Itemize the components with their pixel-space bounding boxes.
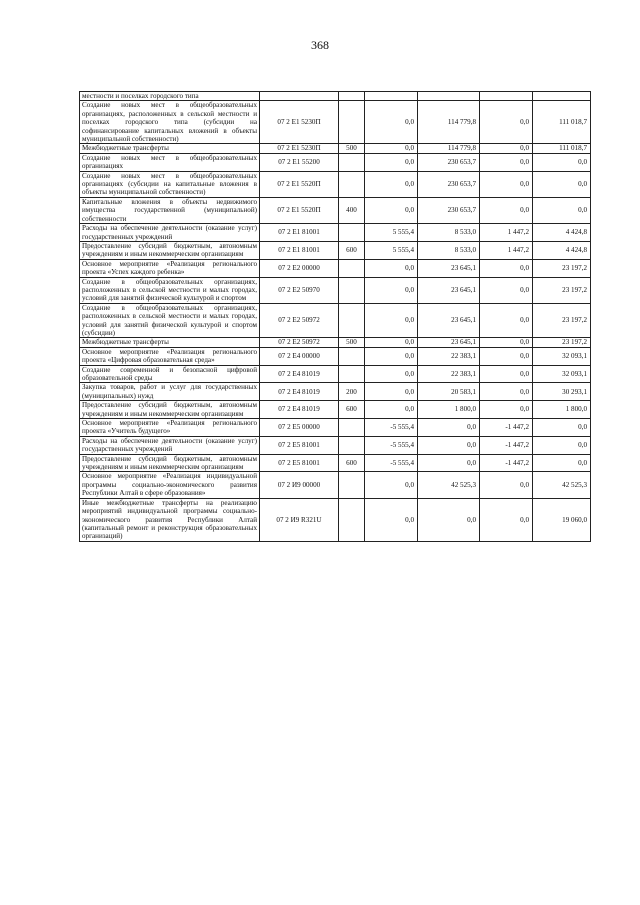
item-name-cell: Предоставление субсидий бюджетным, автономным учреждениям и иным некоммерческим организациям (80, 241, 260, 259)
amount-cell-1: 0,0 (365, 197, 418, 223)
classification-code-cell: 07 2 E2 00000 (260, 259, 339, 277)
amount-cell-1: 0,0 (365, 259, 418, 277)
expense-type-cell: 500 (339, 144, 365, 153)
amount-cell-2: 22 383,1 (418, 365, 480, 383)
item-name-cell: Предоставление субсидий бюджетным, автономным учреждениям и иным некоммерческим организациям (80, 454, 260, 472)
amount-cell-3: 0,0 (480, 171, 533, 197)
item-name-cell: Создание современной и безопасной цифровой образовательной среды (80, 365, 260, 383)
amount-cell-2: 0,0 (418, 419, 480, 437)
item-name-cell: Основное мероприятие «Реализация индивидуальной программы социально-экономического развития Республики Алтай в сфере образования» (80, 472, 260, 498)
budget-table (79, 91, 591, 542)
amount-cell-2: 0,0 (418, 454, 480, 472)
expense-type-cell (339, 436, 365, 454)
amount-cell-3: 0,0 (480, 338, 533, 347)
expense-type-cell: 500 (339, 338, 365, 347)
amount-cell-3: 0,0 (480, 277, 533, 303)
expense-type-cell (339, 419, 365, 437)
amount-cell-2: 8 533,0 (418, 224, 480, 242)
amount-cell-4: 23 197,2 (533, 338, 591, 347)
classification-code-cell: 07 2 E1 5520П (260, 197, 339, 223)
expense-type-cell (339, 472, 365, 498)
amount-cell-1: 0,0 (365, 303, 418, 338)
amount-cell-4: 4 424,8 (533, 241, 591, 259)
expense-type-cell (339, 277, 365, 303)
amount-cell-1: 0,0 (365, 383, 418, 401)
classification-code-cell: 07 2 E1 5520П (260, 171, 339, 197)
amount-cell-1: 0,0 (365, 171, 418, 197)
table-row (80, 92, 591, 101)
classification-code-cell: 07 2 И9 R321U (260, 498, 339, 541)
table-row (80, 454, 591, 472)
amount-cell-3: 0,0 (480, 401, 533, 419)
classification-code-cell: 07 2 E5 81001 (260, 436, 339, 454)
expense-type-cell (339, 171, 365, 197)
amount-cell-3: -1 447,2 (480, 436, 533, 454)
amount-cell-2: 42 525,3 (418, 472, 480, 498)
amount-cell-1: -5 555,4 (365, 419, 418, 437)
amount-cell-3: 0,0 (480, 197, 533, 223)
amount-cell-1: 0,0 (365, 153, 418, 171)
expense-type-cell (339, 498, 365, 541)
table-row (80, 383, 591, 401)
classification-code-cell: 07 2 E4 81019 (260, 383, 339, 401)
amount-cell-2 (418, 92, 480, 101)
classification-code-cell: 07 2 E1 55200 (260, 153, 339, 171)
classification-code-cell: 07 2 E4 81019 (260, 365, 339, 383)
amount-cell-1: 0,0 (365, 472, 418, 498)
classification-code-cell: 07 2 E5 00000 (260, 419, 339, 437)
item-name-cell: Межбюджетные трансферты (80, 338, 260, 347)
budget-table-body (80, 92, 591, 542)
amount-cell-2: 23 645,1 (418, 259, 480, 277)
amount-cell-4: 0,0 (533, 153, 591, 171)
expense-type-cell (339, 92, 365, 101)
classification-code-cell: 07 2 E2 50970 (260, 277, 339, 303)
expense-type-cell: 600 (339, 454, 365, 472)
amount-cell-3: 0,0 (480, 365, 533, 383)
amount-cell-4: 111 018,7 (533, 101, 591, 144)
amount-cell-1: -5 555,4 (365, 436, 418, 454)
amount-cell-3: 0,0 (480, 303, 533, 338)
amount-cell-3: 0,0 (480, 383, 533, 401)
classification-code-cell: 07 2 E2 50972 (260, 338, 339, 347)
amount-cell-4: 42 525,3 (533, 472, 591, 498)
table-row (80, 303, 591, 338)
classification-code-cell: 07 2 E4 81019 (260, 401, 339, 419)
amount-cell-1: 0,0 (365, 347, 418, 365)
amount-cell-3: -1 447,2 (480, 454, 533, 472)
item-name-cell: Основное мероприятие «Реализация регионального проекта «Успех каждого ребенка» (80, 259, 260, 277)
amount-cell-2: 230 653,7 (418, 197, 480, 223)
table-row (80, 101, 591, 144)
amount-cell-3: -1 447,2 (480, 419, 533, 437)
classification-code-cell: 07 2 E4 00000 (260, 347, 339, 365)
amount-cell-4: 0,0 (533, 171, 591, 197)
item-name-cell: Межбюджетные трансферты (80, 144, 260, 153)
table-row (80, 401, 591, 419)
item-name-cell: Создание новых мест в общеобразовательных организациях (80, 153, 260, 171)
item-name-cell: Создание новых мест в общеобразовательных организациях (субсидии на капитальные вложения в объекты муниципальной собственности) (80, 171, 260, 197)
amount-cell-4: 23 197,2 (533, 259, 591, 277)
table-row (80, 338, 591, 347)
amount-cell-3: 0,0 (480, 472, 533, 498)
table-row (80, 277, 591, 303)
item-name-cell: Капитальные вложения в объекты недвижимого имущества государственной (муниципальной) собственности (80, 197, 260, 223)
amount-cell-1: 0,0 (365, 365, 418, 383)
expense-type-cell (339, 303, 365, 338)
amount-cell-2: 22 383,1 (418, 347, 480, 365)
item-name-cell: Основное мероприятие «Реализация регионального проекта «Цифровая образовательная среда» (80, 347, 260, 365)
amount-cell-2: 23 645,1 (418, 338, 480, 347)
amount-cell-1 (365, 92, 418, 101)
amount-cell-1: 0,0 (365, 277, 418, 303)
expense-type-cell: 400 (339, 197, 365, 223)
amount-cell-3: 0,0 (480, 259, 533, 277)
amount-cell-3 (480, 92, 533, 101)
item-name-cell: Основное мероприятие «Реализация регионального проекта «Учитель будущего» (80, 419, 260, 437)
item-name-cell: Расходы на обеспечение деятельности (оказание услуг) государственных учреждений (80, 224, 260, 242)
amount-cell-1: 5 555,4 (365, 224, 418, 242)
expense-type-cell (339, 365, 365, 383)
expense-type-cell (339, 224, 365, 242)
amount-cell-3: 0,0 (480, 498, 533, 541)
amount-cell-2: 114 779,8 (418, 144, 480, 153)
table-row (80, 498, 591, 541)
amount-cell-2: 230 653,7 (418, 171, 480, 197)
classification-code-cell: 07 2 E2 50972 (260, 303, 339, 338)
amount-cell-3: 0,0 (480, 153, 533, 171)
amount-cell-1: 0,0 (365, 401, 418, 419)
item-name-cell: Создание в общеобразовательных организациях, расположенных в сельской местности и малых городах, условий для занятий физической культурой и спортом (субсидии) (80, 303, 260, 338)
item-name-cell: местности и поселках городского типа (80, 92, 260, 101)
amount-cell-4: 0,0 (533, 197, 591, 223)
expense-type-cell (339, 101, 365, 144)
table-row (80, 224, 591, 242)
amount-cell-4: 0,0 (533, 436, 591, 454)
classification-code-cell: 07 2 E1 5230П (260, 144, 339, 153)
amount-cell-4: 1 800,0 (533, 401, 591, 419)
amount-cell-4: 0,0 (533, 419, 591, 437)
table-row (80, 472, 591, 498)
expense-type-cell: 200 (339, 383, 365, 401)
amount-cell-2: 23 645,1 (418, 303, 480, 338)
amount-cell-2: 23 645,1 (418, 277, 480, 303)
item-name-cell: Создание в общеобразовательных организациях, расположенных в сельской местности и малых городах, условий для занятий физической культурой и спортом (80, 277, 260, 303)
item-name-cell: Предоставление субсидий бюджетным, автономным учреждениям и иным некоммерческим организациям (80, 401, 260, 419)
page-number: 368 (311, 38, 329, 52)
expense-type-cell (339, 259, 365, 277)
amount-cell-2: 1 800,0 (418, 401, 480, 419)
expense-type-cell (339, 153, 365, 171)
classification-code-cell: 07 2 И9 00000 (260, 472, 339, 498)
item-name-cell: Иные межбюджетные трансферты на реализацию мероприятий индивидуальной программы социально-экономического развития Республики Алтай (капитальный ремонт и реконструкция образовательных организаций) (80, 498, 260, 541)
amount-cell-1: 5 555,4 (365, 241, 418, 259)
amount-cell-4: 111 018,7 (533, 144, 591, 153)
item-name-cell: Расходы на обеспечение деятельности (оказание услуг) государственных учреждений (80, 436, 260, 454)
classification-code-cell: 07 2 E1 5230П (260, 101, 339, 144)
amount-cell-3: 0,0 (480, 101, 533, 144)
amount-cell-4: 30 293,1 (533, 383, 591, 401)
expense-type-cell: 600 (339, 401, 365, 419)
amount-cell-1: 0,0 (365, 498, 418, 541)
table-row (80, 171, 591, 197)
amount-cell-4: 32 093,1 (533, 347, 591, 365)
amount-cell-4 (533, 92, 591, 101)
amount-cell-2: 20 583,1 (418, 383, 480, 401)
classification-code-cell (260, 92, 339, 101)
amount-cell-2: 230 653,7 (418, 153, 480, 171)
amount-cell-3: 1 447,2 (480, 224, 533, 242)
amount-cell-4: 19 060,0 (533, 498, 591, 541)
table-row (80, 259, 591, 277)
amount-cell-4: 32 093,1 (533, 365, 591, 383)
amount-cell-1: -5 555,4 (365, 454, 418, 472)
amount-cell-4: 23 197,2 (533, 277, 591, 303)
expense-type-cell (339, 347, 365, 365)
amount-cell-2: 8 533,0 (418, 241, 480, 259)
table-row (80, 347, 591, 365)
amount-cell-1: 0,0 (365, 101, 418, 144)
amount-cell-4: 4 424,8 (533, 224, 591, 242)
table-row (80, 436, 591, 454)
table-row (80, 144, 591, 153)
amount-cell-1: 0,0 (365, 338, 418, 347)
amount-cell-1: 0,0 (365, 144, 418, 153)
table-row (80, 197, 591, 223)
classification-code-cell: 07 2 E1 81001 (260, 241, 339, 259)
amount-cell-3: 0,0 (480, 347, 533, 365)
amount-cell-3: 1 447,2 (480, 241, 533, 259)
amount-cell-2: 114 779,8 (418, 101, 480, 144)
item-name-cell: Закупка товаров, работ и услуг для государственных (муниципальных) нужд (80, 383, 260, 401)
expense-type-cell: 600 (339, 241, 365, 259)
classification-code-cell: 07 2 E1 81001 (260, 224, 339, 242)
amount-cell-3: 0,0 (480, 144, 533, 153)
classification-code-cell: 07 2 E5 81001 (260, 454, 339, 472)
table-row (80, 419, 591, 437)
table-row (80, 153, 591, 171)
item-name-cell: Создание новых мест в общеобразовательных организациях, расположенных в сельской местности и поселках городского типа (субсидии на софинансирование капитальных вложений в объекты муниципальной собственности) (80, 101, 260, 144)
amount-cell-4: 23 197,2 (533, 303, 591, 338)
amount-cell-4: 0,0 (533, 454, 591, 472)
amount-cell-2: 0,0 (418, 436, 480, 454)
amount-cell-2: 0,0 (418, 498, 480, 541)
table-row (80, 241, 591, 259)
table-row (80, 365, 591, 383)
